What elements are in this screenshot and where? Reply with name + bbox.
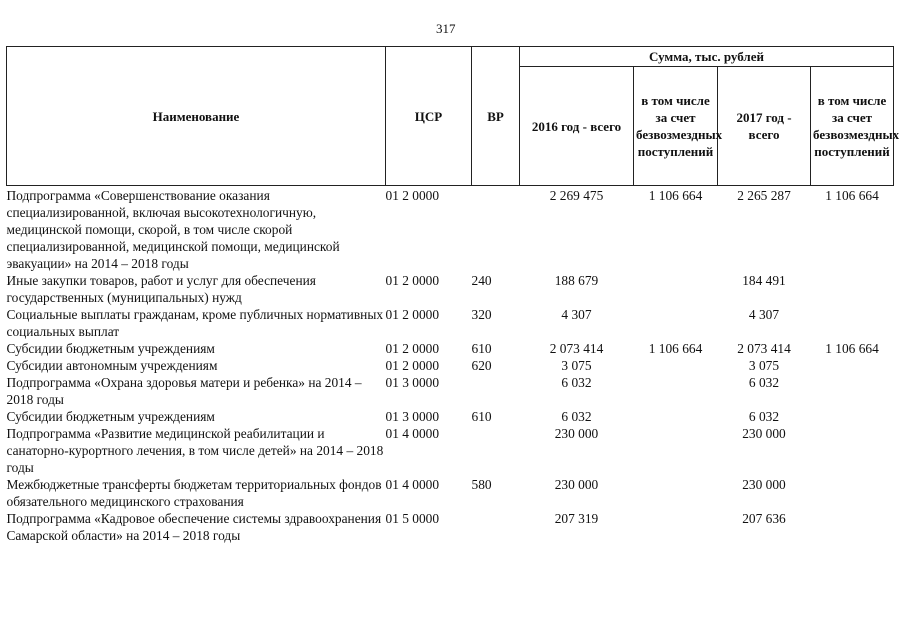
row-vr: 580	[471, 477, 492, 492]
row-2017-free: 1 106 664	[825, 188, 879, 203]
page-number: 317	[436, 21, 456, 36]
header-2016-total: 2016 год - всего	[520, 67, 634, 186]
row-vr: 240	[471, 273, 492, 288]
row-2017-total: 184 491	[742, 273, 786, 288]
table-row	[7, 272, 894, 306]
row-2017-total: 2 073 414	[737, 341, 791, 356]
row-2016-total: 4 307	[561, 307, 592, 322]
row-2016-total: 2 073 414	[549, 341, 604, 356]
row-csr: 01 2 0000	[385, 341, 440, 356]
row-name: Иные закупки товаров, работ и услуг для обеспечения государственных (муниципальных) нужд	[6, 273, 316, 305]
row-2017-total: 230 000	[742, 477, 786, 492]
row-vr	[472, 374, 520, 408]
row-vr: 610	[471, 341, 492, 356]
row-2017-free	[811, 510, 894, 544]
row-2017-total: 3 075	[748, 358, 780, 373]
row-csr: 01 5 0000	[385, 511, 440, 526]
header-csr: ЦСР	[386, 47, 472, 186]
row-2017-free	[811, 272, 894, 306]
row-2016-free	[634, 425, 718, 476]
header-vr: ВР	[472, 47, 520, 186]
header-name: Наименование	[7, 47, 386, 186]
row-2017-total: 4 307	[748, 307, 780, 322]
row-csr: 01 2 0000	[385, 307, 440, 322]
row-2017-free	[811, 476, 894, 510]
row-csr: 01 2 0000	[385, 358, 440, 373]
row-vr	[472, 510, 520, 544]
row-vr: 610	[471, 409, 492, 424]
table-row	[7, 340, 894, 357]
row-csr: 01 3 0000	[385, 409, 440, 424]
row-vr	[472, 425, 520, 476]
header-2017-total: 2017 год - всего	[718, 67, 811, 186]
budget-table	[6, 46, 900, 544]
row-csr: 01 2 0000	[385, 188, 440, 203]
row-2017-free	[811, 306, 894, 340]
table-row	[7, 186, 894, 273]
table-row	[7, 425, 894, 476]
row-2016-total: 207 319	[554, 511, 599, 526]
row-2017-free: 1 106 664	[825, 341, 879, 356]
row-vr: 620	[471, 358, 492, 373]
table-row	[7, 476, 894, 510]
row-2016-total: 3 075	[561, 358, 592, 373]
table-row	[7, 510, 894, 544]
row-2016-free: 1 106 664	[648, 188, 703, 203]
row-2017-free	[811, 425, 894, 476]
row-2016-free	[634, 374, 718, 408]
row-2016-total: 6 032	[561, 409, 592, 424]
row-name: Субсидии бюджетным учреждениям	[6, 409, 215, 424]
row-2016-total: 188 679	[554, 273, 599, 288]
row-vr	[472, 186, 520, 273]
row-2017-free	[811, 408, 894, 425]
row-csr: 01 4 0000	[385, 426, 440, 441]
row-2016-free	[634, 357, 718, 374]
row-2016-free	[634, 272, 718, 306]
header-sum: Сумма, тыс. рублей	[520, 47, 894, 67]
row-name: Социальные выплаты гражданам, кроме публичных нормативных социальных выплат	[6, 307, 384, 339]
row-name: Подпрограмма «Охрана здоровья матери и ребенка» на 2014 – 2018 годы	[6, 375, 362, 407]
table-row	[7, 357, 894, 374]
row-name: Подпрограмма «Совершенствование оказания специализированной, включая высокотехнологичную, медицинской помощи, скорой, в том числе скорой специализированной, медицинской помощи, медицинской эвакуации» на 2014 – 2018 годы	[6, 188, 340, 271]
row-csr: 01 3 0000	[385, 375, 440, 390]
row-vr: 320	[471, 307, 492, 322]
header-2017-free: в том числе за счет безвозмездных поступлений	[811, 67, 894, 186]
row-2016-total: 230 000	[554, 477, 599, 492]
row-2017-free	[811, 357, 894, 374]
row-name: Подпрограмма «Развитие медицинской реабилитации и санаторно-курортного лечения, в том числе детей» на 2014 – 2018 годы	[6, 426, 384, 475]
row-2016-free	[634, 306, 718, 340]
row-2016-free	[634, 510, 718, 544]
row-2016-total: 6 032	[561, 375, 592, 390]
row-2017-total: 6 032	[748, 375, 780, 390]
row-2016-free	[634, 408, 718, 425]
table-row	[7, 408, 894, 425]
row-name: Субсидии бюджетным учреждениям	[6, 341, 215, 356]
row-2017-free	[811, 374, 894, 408]
table-row	[7, 306, 894, 340]
row-csr: 01 2 0000	[385, 273, 440, 288]
row-name: Межбюджетные трансферты бюджетам территориальных фондов обязательного медицинского страхования	[6, 477, 382, 509]
row-name: Подпрограмма «Кадровое обеспечение системы здравоохранения Самарской области» на 2014 – 2018 годы	[6, 511, 382, 543]
row-csr: 01 4 0000	[385, 477, 440, 492]
row-name: Субсидии автономным учреждениям	[6, 358, 218, 373]
row-2017-total: 230 000	[742, 426, 786, 441]
row-2016-free: 1 106 664	[648, 341, 703, 356]
row-2016-total: 230 000	[554, 426, 599, 441]
header-2016-free: в том числе за счет безвозмездных поступлений	[634, 67, 718, 186]
row-2017-total: 6 032	[748, 409, 780, 424]
row-2017-total: 2 265 287	[737, 188, 791, 203]
row-2016-total: 2 269 475	[549, 188, 604, 203]
table-row	[7, 374, 894, 408]
row-2017-total: 207 636	[742, 511, 786, 526]
row-2016-free	[634, 476, 718, 510]
